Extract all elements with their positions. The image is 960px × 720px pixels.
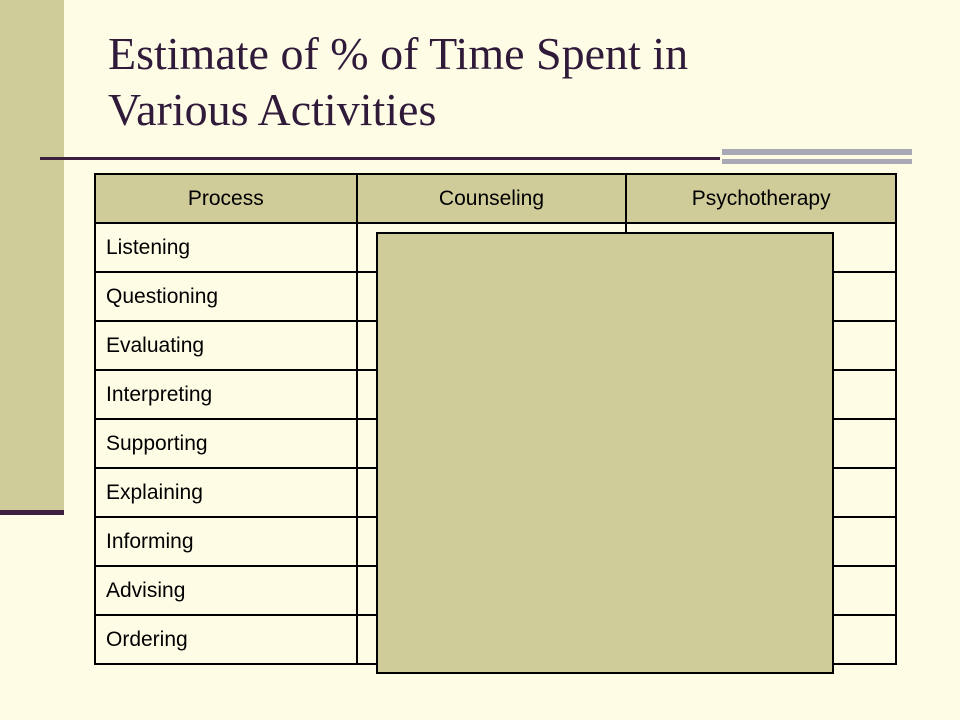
row-label: Informing (95, 517, 357, 566)
row-label: Questioning (95, 272, 357, 321)
title-divider (40, 157, 720, 160)
left-accent-line (0, 510, 64, 515)
table-header-row (95, 174, 896, 223)
header-psychotherapy: Psychotherapy (626, 174, 896, 223)
row-label: Supporting (95, 419, 357, 468)
row-label: Advising (95, 566, 357, 615)
row-label: Explaining (95, 468, 357, 517)
title-divider-accent-2 (722, 159, 912, 164)
slide-title-line-2: Various Activities (108, 84, 437, 135)
slide-title-line-1: Estimate of % of Time Spent in (108, 28, 689, 79)
title-divider-accent (722, 149, 912, 155)
header-process: Process (95, 174, 357, 223)
row-label: Evaluating (95, 321, 357, 370)
row-label: Listening (95, 223, 357, 272)
row-label: Ordering (95, 615, 357, 664)
header-counseling: Counseling (357, 174, 627, 223)
slide-title (108, 26, 908, 138)
row-label: Interpreting (95, 370, 357, 419)
left-accent-bar (0, 0, 64, 510)
cover-box[interactable] (376, 232, 834, 674)
